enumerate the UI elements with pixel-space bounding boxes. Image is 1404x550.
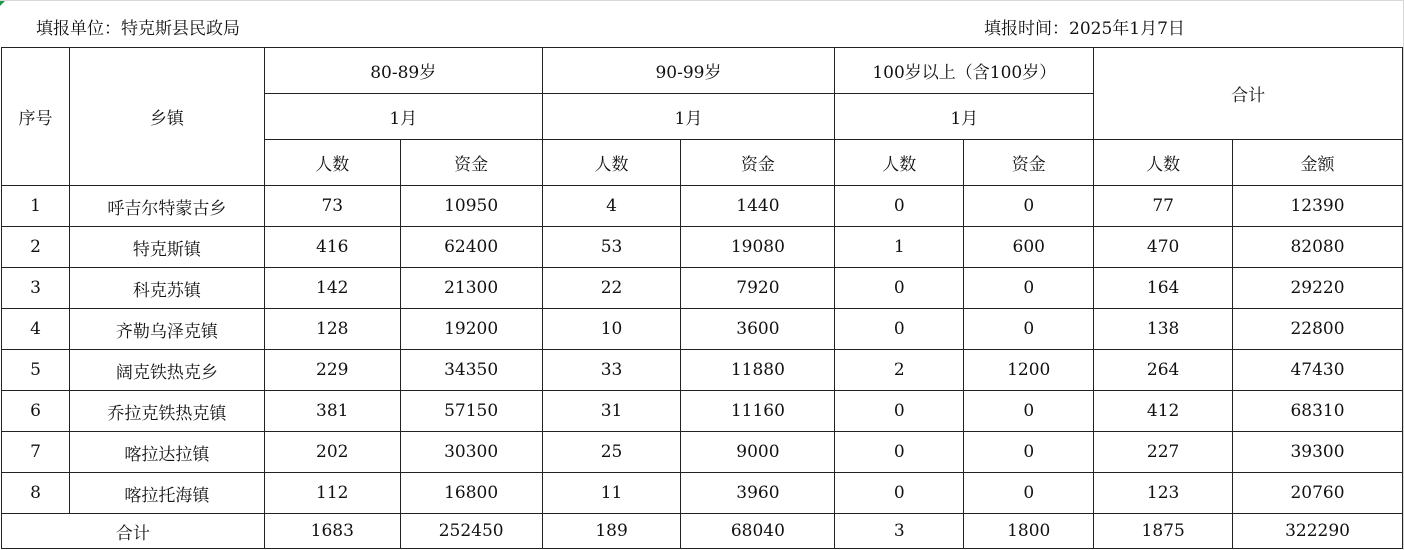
totals-label[interactable]: 合计 <box>2 514 265 549</box>
reporting-date: 填报时间：2025年1月7日 <box>984 19 1185 39</box>
header-total[interactable]: 合计 <box>1094 48 1403 140</box>
cell-index[interactable]: 4 <box>2 309 70 350</box>
total-people-all[interactable]: 1875 <box>1094 514 1233 549</box>
cell-people-80-89[interactable]: 381 <box>264 391 400 432</box>
table-row <box>2 268 1403 309</box>
cell-people-90-99[interactable]: 11 <box>542 473 681 514</box>
cell-funds-100-plus[interactable]: 0 <box>964 473 1094 514</box>
cell-people-total[interactable]: 227 <box>1094 432 1233 473</box>
subsidy-table <box>1 47 1403 549</box>
cell-township[interactable]: 乔拉克铁热克镇 <box>69 391 264 432</box>
cell-people-80-89[interactable]: 142 <box>264 268 400 309</box>
cell-people-100-plus[interactable]: 0 <box>835 268 964 309</box>
total-people-80-89[interactable]: 1683 <box>264 514 400 549</box>
table-row <box>2 350 1403 391</box>
cell-people-total[interactable]: 470 <box>1094 227 1233 268</box>
cell-amount-total[interactable]: 68310 <box>1233 391 1403 432</box>
reporting-unit: 填报单位：特克斯县民政局 <box>36 19 240 39</box>
cell-funds-100-plus[interactable]: 1200 <box>964 350 1094 391</box>
cell-people-total[interactable]: 264 <box>1094 350 1233 391</box>
report-header <box>0 2 1403 46</box>
cell-funds-90-99[interactable]: 3600 <box>681 309 835 350</box>
cell-index[interactable]: 3 <box>2 268 70 309</box>
cell-funds-100-plus[interactable]: 0 <box>964 391 1094 432</box>
cell-amount-total[interactable]: 20760 <box>1233 473 1403 514</box>
cell-people-80-89[interactable]: 416 <box>264 227 400 268</box>
cell-funds-80-89[interactable]: 30300 <box>400 432 542 473</box>
cell-people-total[interactable]: 123 <box>1094 473 1233 514</box>
header-group-100-plus[interactable]: 100岁以上（含100岁） <box>835 48 1094 94</box>
cell-funds-90-99[interactable]: 3960 <box>681 473 835 514</box>
cell-people-100-plus[interactable]: 0 <box>835 309 964 350</box>
cell-funds-100-plus[interactable]: 0 <box>964 268 1094 309</box>
header-group-80-89[interactable]: 80-89岁 <box>264 48 542 94</box>
header-group-90-99[interactable]: 90-99岁 <box>542 48 835 94</box>
cell-people-80-89[interactable]: 128 <box>264 309 400 350</box>
cell-funds-90-99[interactable]: 11160 <box>681 391 835 432</box>
header-amount-total[interactable]: 金额 <box>1233 140 1403 186</box>
cell-people-total[interactable]: 412 <box>1094 391 1233 432</box>
cell-people-100-plus[interactable]: 2 <box>835 350 964 391</box>
total-funds-100-plus[interactable]: 1800 <box>964 514 1094 549</box>
cell-index[interactable]: 8 <box>2 473 70 514</box>
total-people-90-99[interactable]: 189 <box>542 514 681 549</box>
cell-amount-total[interactable]: 12390 <box>1233 186 1403 227</box>
cell-funds-90-99[interactable]: 7920 <box>681 268 835 309</box>
cell-people-90-99[interactable]: 53 <box>542 227 681 268</box>
cell-index[interactable]: 1 <box>2 186 70 227</box>
cell-people-80-89[interactable]: 229 <box>264 350 400 391</box>
cell-funds-80-89[interactable]: 21300 <box>400 268 542 309</box>
cell-amount-total[interactable]: 22800 <box>1233 309 1403 350</box>
cell-people-90-99[interactable]: 25 <box>542 432 681 473</box>
totals-row <box>2 514 1403 549</box>
cell-people-total[interactable]: 138 <box>1094 309 1233 350</box>
cell-funds-100-plus[interactable]: 0 <box>964 309 1094 350</box>
cell-people-90-99[interactable]: 33 <box>542 350 681 391</box>
table-row <box>2 309 1403 350</box>
cell-amount-total[interactable]: 39300 <box>1233 432 1403 473</box>
header-township[interactable]: 乡镇 <box>69 48 264 186</box>
cell-index[interactable]: 2 <box>2 227 70 268</box>
cell-funds-80-89[interactable]: 10950 <box>400 186 542 227</box>
header-people-total[interactable]: 人数 <box>1094 140 1233 186</box>
total-people-100-plus[interactable]: 3 <box>835 514 964 549</box>
cell-people-total[interactable]: 164 <box>1094 268 1233 309</box>
header-people-80-89[interactable]: 人数 <box>264 140 400 186</box>
cell-index[interactable]: 5 <box>2 350 70 391</box>
table-row <box>2 473 1403 514</box>
cell-people-100-plus[interactable]: 0 <box>835 432 964 473</box>
cell-people-90-99[interactable]: 10 <box>542 309 681 350</box>
total-amount-all[interactable]: 322290 <box>1233 514 1403 549</box>
cell-people-100-plus[interactable]: 0 <box>835 473 964 514</box>
cell-people-100-plus[interactable]: 1 <box>835 227 964 268</box>
cell-township[interactable]: 呼吉尔特蒙古乡 <box>69 186 264 227</box>
cell-funds-80-89[interactable]: 19200 <box>400 309 542 350</box>
table-row <box>2 227 1403 268</box>
cell-funds-90-99[interactable]: 11880 <box>681 350 835 391</box>
cell-funds-80-89[interactable]: 62400 <box>400 227 542 268</box>
table-row <box>2 432 1403 473</box>
header-month-90-99[interactable]: 1月 <box>542 94 835 140</box>
cell-funds-90-99[interactable]: 1440 <box>681 186 835 227</box>
cell-township[interactable]: 阔克铁热克乡 <box>69 350 264 391</box>
cell-funds-100-plus[interactable]: 600 <box>964 227 1094 268</box>
cell-people-90-99[interactable]: 22 <box>542 268 681 309</box>
header-month-100-plus[interactable]: 1月 <box>835 94 1094 140</box>
cell-funds-80-89[interactable]: 34350 <box>400 350 542 391</box>
header-month-80-89[interactable]: 1月 <box>264 94 542 140</box>
cell-amount-total[interactable]: 82080 <box>1233 227 1403 268</box>
header-funds-90-99[interactable]: 资金 <box>681 140 835 186</box>
cell-township[interactable]: 科克苏镇 <box>69 268 264 309</box>
header-row-age-groups <box>2 48 1403 94</box>
total-funds-80-89[interactable]: 252450 <box>400 514 542 549</box>
cell-township[interactable]: 特克斯镇 <box>69 227 264 268</box>
cell-index[interactable]: 7 <box>2 432 70 473</box>
cell-township[interactable]: 齐勒乌泽克镇 <box>69 309 264 350</box>
cell-index[interactable]: 6 <box>2 391 70 432</box>
cell-people-100-plus[interactable]: 0 <box>835 391 964 432</box>
cell-people-total[interactable]: 77 <box>1094 186 1233 227</box>
cell-people-90-99[interactable]: 31 <box>542 391 681 432</box>
total-funds-90-99[interactable]: 68040 <box>681 514 835 549</box>
cell-township[interactable]: 喀拉达拉镇 <box>69 432 264 473</box>
cell-funds-90-99[interactable]: 19080 <box>681 227 835 268</box>
cell-people-80-89[interactable]: 73 <box>264 186 400 227</box>
cell-funds-90-99[interactable]: 9000 <box>681 432 835 473</box>
cell-people-100-plus[interactable]: 0 <box>835 186 964 227</box>
header-people-100-plus[interactable]: 人数 <box>835 140 964 186</box>
table-row <box>2 186 1403 227</box>
cell-funds-80-89[interactable]: 57150 <box>400 391 542 432</box>
cell-amount-total[interactable]: 47430 <box>1233 350 1403 391</box>
header-people-90-99[interactable]: 人数 <box>542 140 681 186</box>
cell-people-80-89[interactable]: 112 <box>264 473 400 514</box>
cell-funds-80-89[interactable]: 16800 <box>400 473 542 514</box>
table-row <box>2 391 1403 432</box>
cell-funds-100-plus[interactable]: 0 <box>964 432 1094 473</box>
cell-funds-100-plus[interactable]: 0 <box>964 186 1094 227</box>
cell-people-80-89[interactable]: 202 <box>264 432 400 473</box>
header-funds-100-plus[interactable]: 资金 <box>964 140 1094 186</box>
header-index[interactable]: 序号 <box>2 48 70 186</box>
cell-amount-total[interactable]: 29220 <box>1233 268 1403 309</box>
cell-township[interactable]: 喀拉托海镇 <box>69 473 264 514</box>
cell-people-90-99[interactable]: 4 <box>542 186 681 227</box>
header-funds-80-89[interactable]: 资金 <box>400 140 542 186</box>
